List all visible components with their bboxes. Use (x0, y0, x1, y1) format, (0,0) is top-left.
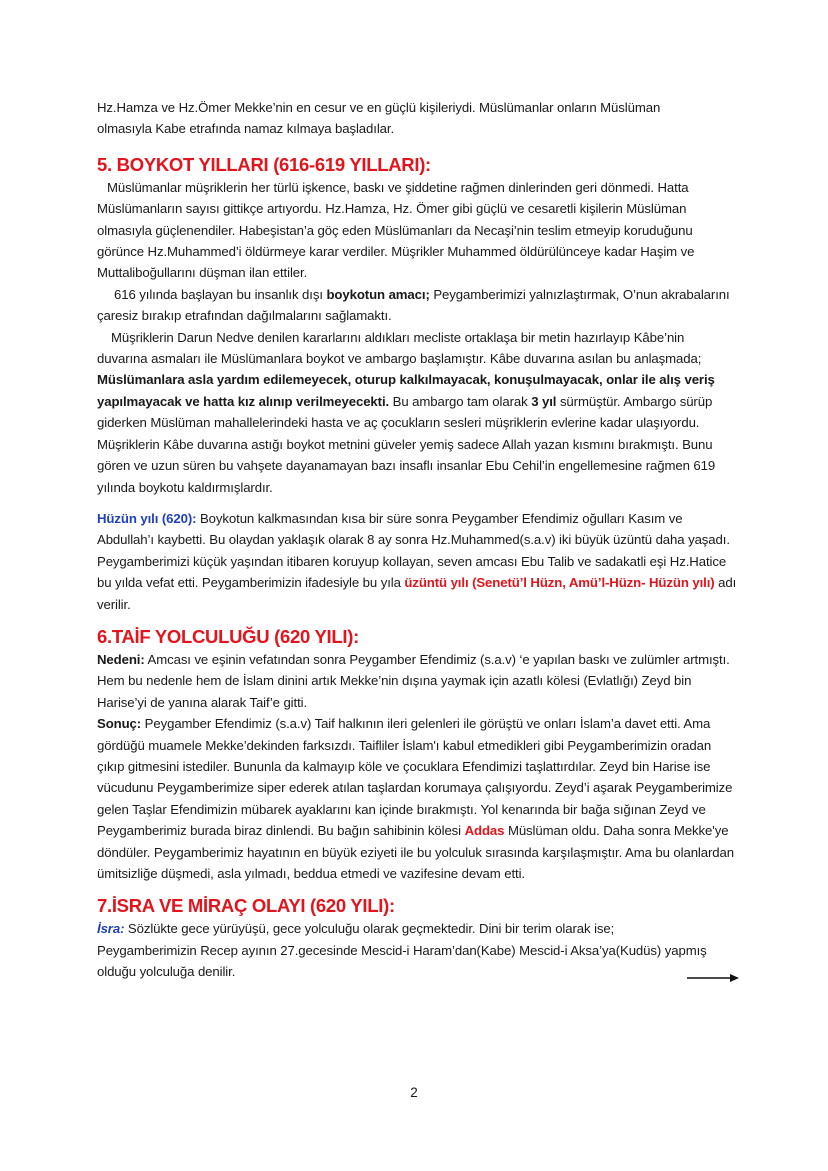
isra-text-2: Peygamberimizin Recep ayının 27.gecesinde Mescid-i Haram’dan(Kabe) Mescid-i Aksa’ya(Kudüs) yapmış olduğu yolculuğa denilir. (97, 942, 707, 980)
section-5-paragraph-3 (97, 327, 737, 498)
huzun-post: adı verilir. (97, 575, 737, 612)
section-5-heading: 5. BOYKOT YILLARI (616-619 YILLARI): (97, 153, 431, 175)
huzun-yili-label: Hüzün yılı (620): (97, 510, 197, 526)
section-7-heading: 7.İSRA VE MİRAÇ OLAYI (620 YILI): (97, 895, 395, 917)
isra-label: İsra: (97, 921, 125, 937)
intro-line-1: Hz.Hamza ve Hz.Ömer Mekke’nin en cesur ve en güçlü kişileriydi. Müslümanlar onların Müslüman (97, 100, 661, 115)
sonuc-paragraph (97, 713, 737, 884)
nedeni-paragraph (97, 649, 737, 713)
boycott-terms-bold: Müslümanlara asla yardım edilemeyecek, oturup kalkılmayacak, konuşulmayacak, onlar ile alış veriş yapılmayacak ve hatta kız alınıp verilmeyecekti. (97, 372, 715, 409)
isra-paragraph (97, 918, 737, 982)
sonuc-label: Sonuç: (97, 716, 142, 732)
para3-pre: Müşriklerin Darun Nedve denilen kararlarını aldıkları mecliste ortaklaşa bir metin hazırlayıp Kâbe’nin duvarına asmaları ile Müslümanlara boykot ve ambargo başlamıştır. Kâbe duvarına asılan bu anlaşmada; (97, 329, 702, 367)
nedeni-text: Amcası ve eşinin vefatından sonra Peygamber Efendimiz (s.a.v) ‘e yapılan baskı ve zulümler artmıştı. Hem bu nedenle hem de İslam dinini artık Mekke’nin dışına yaymak için azatlı kölesi (Evlatlığı) Zeyd bin Harise’yi de yanına alarak Taif’e gitti. (97, 651, 730, 710)
huzun-text: Boykotun kalkmasından kısa bir süre sonra Peygamber Efendimiz oğulları Kasım ve Abdullah’ı kaybetti. Bu olaydan yaklaşık olarak 8 ay sonra Hz.Muhammed(s.a.v) iki büyük üzüntü daha yaşadı. Peygamberimizi küçük yaşından itibaren koruyup kollayan, seven amcası Ebu Talib ve sadakatli eşi Hz.Hatice bu yılda vefat etti. Peygamberimizin ifadesiyle bu yıla (97, 510, 730, 591)
section-6-heading: 6.TAİF YOLCULUĞU (620 YILI): (97, 625, 359, 647)
intro-paragraph (97, 97, 737, 140)
section-5-paragraph-1: Müslümanlar müşriklerin her türlü işkence, baskı ve şiddetine rağmen dinlerinden geri dönmedi. Hatta Müslümanların sayısı gittikçe artıyordu. Hz.Hamza, Hz. Ömer gibi güçlü ve cesaretli kişilerin Müslüman olmasıyla güçlenendiler. Habeşistan’a göç eden Müslümanları da Necaşi’nin teslim etmeyip koruduğunu görünce Hz.Muhammed’i öldürmeye karar verdiler. Müşrikler Muhammed öldürülünceye kadar Haşim ve Muttaliboğullarını düşman ilan ettiler. (97, 179, 695, 281)
para2-pre: 616 yılında başlayan bu insanlık dışı (114, 286, 327, 302)
right-arrow-icon (687, 973, 739, 983)
section-5-paragraph-2 (97, 284, 737, 327)
boycott-purpose-label: boykotun amacı; (326, 286, 430, 302)
boycott-duration-bold: 3 yıl (531, 393, 557, 409)
para2-post: Peygamberimizi yalnızlaştırmak, O’nun akrabalarını çaresiz bırakıp etrafından dağılmalarını sağlamaktı. (97, 286, 730, 324)
sonuc-post: Müslüman oldu. Daha sonra Mekke'ye döndüler. Peygamberimiz hayatının en büyük eziyeti ile bu yolculuk sırasında karşılaşmıştır. Ama bu olanlardan ümitsizliğe düşmedi, asla yılmadı, beddua etmedi ve vazifesine devam etti. (97, 823, 734, 881)
sonuc-text: Peygamber Efendimiz (s.a.v) Taif halkının ileri gelenleri ile görüştü ve onları İslam’a davet etti. Ama gördüğü muamele Mekke’dekinden farksızdı. Taifliler İslam'ı kabul etmedikleri gibi Peygamberimizin oradan çıkıp gitmesini istediler. Bununla da kalmayıp köle ve çocuklara Efendimizi taşlattırdılar. Zeyd bin Harise ise vücudunu Peygamberimize siper ederek atılan taşlardan korumaya çalışıyordu. Zeyd’i aşarak Peygamberimize gelen Taşlar Efendimizin mübarek ayaklarını kan içinde bırakmıştı. Yol kenarında bir bağa sığınan Zeyd ve Peygamberimiz burada biraz dinlendi. Bu bağın sahibinin kölesi (97, 716, 733, 839)
para3-mid: Bu ambargo tam olarak (389, 393, 532, 409)
huzun-yili-paragraph (97, 508, 737, 615)
intro-line-2: olmasıyla Kabe etrafında namaz kılmaya başladılar. (97, 121, 395, 137)
nedeni-label: Nedeni: (97, 651, 145, 667)
addas-name: Addas (464, 823, 505, 839)
document-page (97, 97, 737, 983)
para3-post: sürmüştür. Ambargo sürüp giderken Müslüman mahallelerindeki hasta ve aç çocukların sesleri müşriklerin evlerine kadar ulaşıyordu. Müşriklerin Kâbe duvarına astığı boykot metnini güveler yemiş sadece Allah yazan kısmını bırakmıştı. Bunu gören ve uzun süren bu vahşete dayanamayan bazı insaflı insanlar Ebu Cehil’in engellemesine rağmen 619 yılında boykotu kaldırmışlardır. (97, 393, 716, 495)
page-number: 2 (410, 1085, 418, 1100)
huzun-red-text: üzüntü yılı (Senetü’l Hüzn, Amü’l-Hüzn- Hüzün yılı) (404, 575, 715, 591)
isra-text: Sözlükte gece yürüyüşü, gece yolculuğu olarak geçmektedir. Dini bir terim olarak ise; (124, 921, 615, 937)
